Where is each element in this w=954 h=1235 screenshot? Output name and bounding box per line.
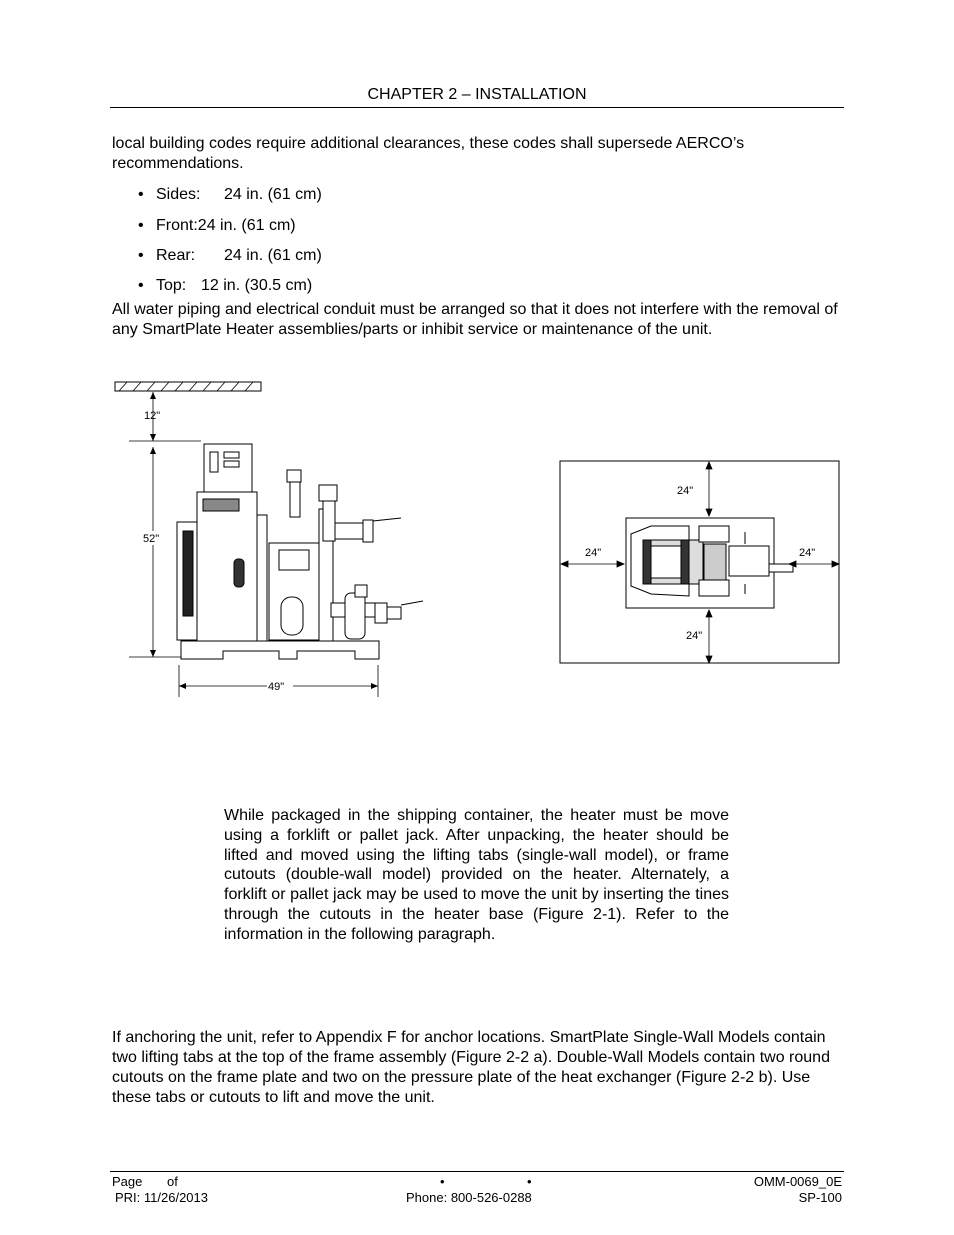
- bullet-icon: •: [138, 277, 144, 294]
- footer-bullet-1: •: [440, 1174, 445, 1189]
- moving-paragraph: While packaged in the shipping container, the heater must be move using a forklift or pallet jack. After unpacking, the heater should be lifted and moved using the lifting tabs (single-wall model), or frame cutouts (double-wall model) provided on the heater. Alternately, a forklift or pallet jack may be used to move the unit by inserting the tines through the cutouts in the heater base (Figure 2-1). Refer to the information in the following paragraph.: [224, 807, 729, 943]
- dim-top-view-right: 24": [799, 547, 816, 559]
- dim-width: 49": [268, 681, 285, 693]
- footer-page-label: Page: [112, 1174, 143, 1189]
- bullet-icon: •: [138, 186, 144, 203]
- anchoring-paragraph: If anchoring the unit, refer to Appendix F for anchor locations. SmartPlate Single-Wall Models contain two lifting tabs at the top of the frame assembly (Figure 2-2 a). Double-Wall Models contain two round cutouts on the frame plate and two on the pressure plate of the heat exchanger (Figure 2-2 b). Use these tabs or cutouts to lift and move the unit.: [112, 1029, 830, 1106]
- clearance-label: Sides:: [156, 186, 201, 203]
- clearance-label: Top:: [156, 277, 187, 294]
- dim-top-view-top: 24": [677, 485, 694, 497]
- clearance-side-view-diagram: [105, 375, 435, 705]
- clearance-item-rear: [138, 246, 322, 266]
- clearance-item-front: [138, 216, 296, 236]
- clearance-label: Rear:: [156, 247, 196, 264]
- footer-doc-number: OMM-0069_0E: [753, 1174, 842, 1189]
- footer-rule: [110, 1171, 844, 1172]
- piping-paragraph: All water piping and electrical conduit must be arranged so that it does not interfere with the removal of any SmartPlate Heater assemblies/parts or inhibit service or maintenance of the unit.: [112, 301, 838, 338]
- clearance-top-view-diagram: [559, 460, 841, 666]
- intro-paragraph: local building codes require additional clearances, these codes shall supersede AERCO’s recommendations.: [112, 135, 745, 172]
- dim-top-view-left: 24": [585, 547, 602, 559]
- clearance-value: 24 in. (61 cm): [224, 186, 322, 203]
- bullet-icon: •: [138, 247, 144, 264]
- dim-top-clearance: 12": [144, 410, 161, 422]
- clearance-value: 24 in. (61 cm): [197, 217, 296, 234]
- footer-pri-date: PRI: 11/26/2013: [115, 1190, 208, 1205]
- clearance-value: 24 in. (61 cm): [224, 247, 322, 264]
- footer-phone: Phone: 800-526-0288: [406, 1190, 532, 1205]
- footer-model: SP-100: [798, 1190, 842, 1205]
- footer-bullet-2: •: [527, 1174, 532, 1189]
- clearance-value: 12 in. (30.5 cm): [201, 277, 313, 294]
- dim-top-view-bottom: 24": [686, 630, 703, 642]
- clearance-label: Front:: [156, 217, 198, 234]
- chapter-header: CHAPTER 2 – INSTALLATION: [367, 86, 587, 103]
- clearance-item-top: [138, 276, 312, 296]
- header-rule: [110, 107, 844, 108]
- footer-of-label: of: [167, 1174, 178, 1189]
- bullet-icon: •: [138, 217, 144, 234]
- clearance-item-sides: [138, 185, 322, 205]
- dim-height: 52": [143, 533, 160, 545]
